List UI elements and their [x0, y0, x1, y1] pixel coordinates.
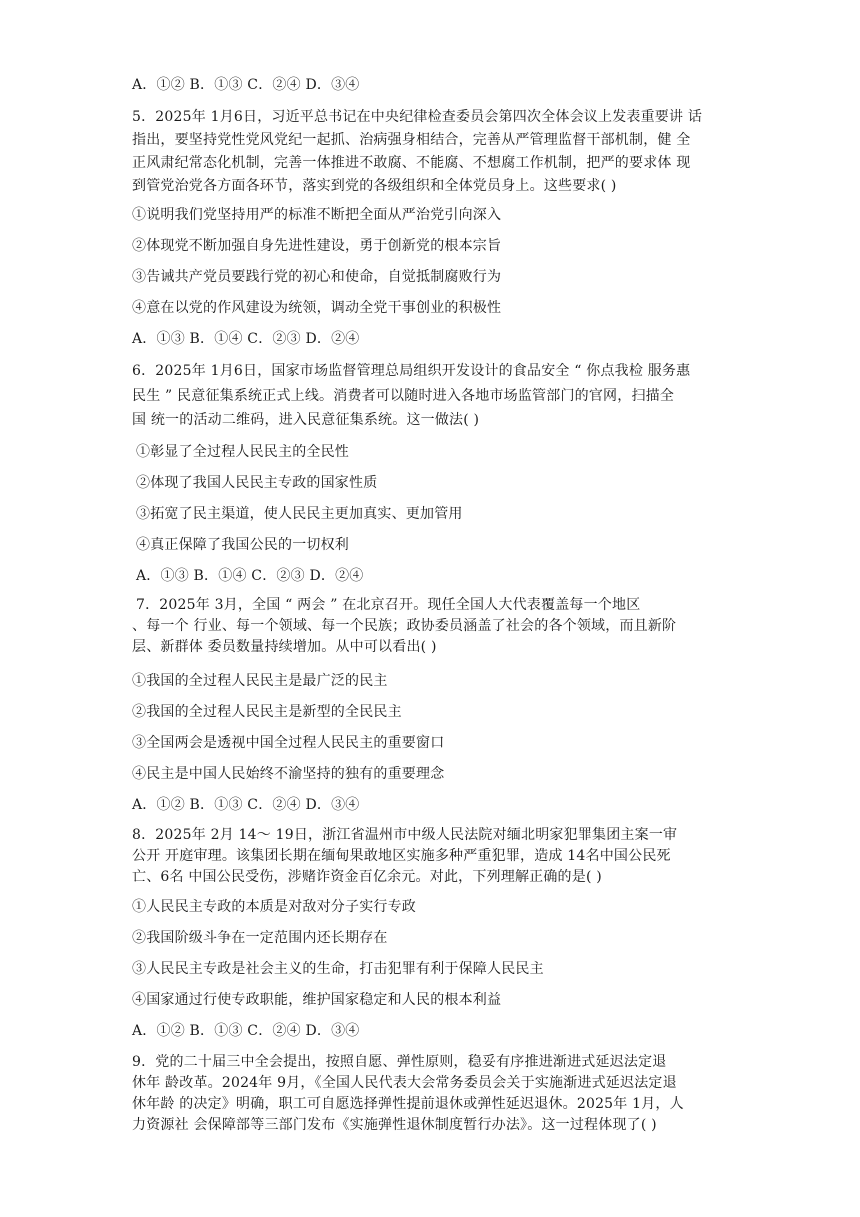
q7-stem-line: 、每一个 行业、每一个领域、每一个民族；政协委员涵盖了社会的各个领域，而且新阶 [132, 618, 677, 634]
q6-option-3: ③拓宽了民主渠道，使人民民主更加真实、更加管用 [136, 506, 463, 522]
q9-stem-line: 9．党的二十届三中全会提出，按照自愿、弹性原则，稳妥有序推进渐进式延迟法定退 [132, 1054, 667, 1070]
q6-stem-line: 6．2025年 1月6日，国家市场监督管理总局组织开发设计的食品安全 “ 你点我检 服务惠 [132, 363, 691, 379]
q9-stem-line: 休年龄 的决定》明确，职工可自愿选择弹性提前退休或弹性延迟退休。2025年 1月，人 [132, 1096, 684, 1112]
q8-option-4: ④国家通过行使专政职能，维护国家稳定和人民的根本利益 [132, 992, 502, 1008]
q5-stem-line: 指出，要坚持党性党风党纪一起抓、治病强身相结合，完善从严管理监督干部机制，健 全 [132, 132, 691, 148]
q7-answer-choices: A．①② B．①③ C．②④ D．③④ [132, 797, 360, 813]
q9-stem-line: 力资源社 会保障部等三部门发布《实施弹性退休制度暂行办法》。这一过程体现了( ) [132, 1117, 657, 1133]
q5-stem-line: 5．2025年 1月6日，习近平总书记在中央纪律检查委员会第四次全体会议上发表重要讲 话 [132, 109, 703, 125]
q7-stem-line: 层、新群体 委员数量持续增加。从中可以看出( ) [132, 639, 437, 655]
q8-option-2: ②我国阶级斗争在一定范围内还长期存在 [132, 930, 388, 946]
q5-option-1: ①说明我们党坚持用严的标准不断把全面从严治党引向深入 [132, 207, 502, 223]
q7-option-1: ①我国的全过程人民民主是最广泛的民主 [132, 673, 388, 689]
q6-option-1: ①彰显了全过程人民民主的全民性 [136, 444, 349, 460]
q8-answer-choices: A．①② B．①③ C．②④ D．③④ [132, 1023, 360, 1039]
q7-option-3: ③全国两会是透视中国全过程人民民主的重要窗口 [132, 735, 445, 751]
q8-stem-line: 8．2025年 2月 14～ 19日，浙江省温州市中级人民法院对缅北明家犯罪集团主案一审 [132, 827, 678, 843]
q6-option-2: ②体现了我国人民民主专政的国家性质 [136, 475, 378, 491]
q6-answer-choices: A．①③ B．①④ C．②③ D．②④ [136, 568, 364, 584]
q5-option-2: ②体现党不断加强自身先进性建设，勇于创新党的根本宗旨 [132, 238, 502, 254]
q7-stem-line: 7．2025年 3月，全国 “ 两会 ” 在北京召开。现任全国人大代表覆盖每一个地区 [136, 597, 641, 613]
q5-stem-line: 正风肃纪常态化机制，完善一体推进不敢腐、不能腐、不想腐工作机制，把严的要求体 现 [132, 155, 691, 171]
q8-stem-line: 公开 开庭审理。该集团长期在缅甸果敢地区实施多种严重犯罪，造成 14名中国公民死 [132, 848, 671, 864]
q5-option-3: ③告诫共产党员要践行党的初心和使命，自觉抵制腐败行为 [132, 269, 502, 285]
q5-answer-choices: A．①③ B．①④ C．②③ D．②④ [132, 331, 360, 347]
q8-stem-line: 亡、6名 中国公民受伤，涉赌诈资金百亿余元。对此，下列理解正确的是( ) [132, 869, 602, 885]
q6-stem-line: 国 统一的活动二维码，进入民意征集系统。这一做法( ) [132, 412, 480, 428]
q8-option-1: ①人民民主专政的本质是对敌对分子实行专政 [132, 899, 416, 915]
q6-option-4: ④真正保障了我国公民的一切权利 [136, 537, 349, 553]
q6-stem-line: 民生 ” 民意征集系统正式上线。消费者可以随时进入各地市场监管部门的官网，扫描全 [132, 388, 675, 404]
q5-stem-line: 到管党治党各方面各环节，落实到党的各级组织和全体党员身上。这些要求( ) [132, 178, 617, 194]
q9-stem-line: 休年 龄改革。2024年 9月，《全国人民代表大会常务委员会关于实施渐进式延迟法定退 [132, 1075, 677, 1091]
q8-option-3: ③人民民主专政是社会主义的生命，打击犯罪有利于保障人民民主 [132, 961, 544, 977]
q5-option-4: ④意在以党的作风建设为统领，调动全党干事创业的积极性 [132, 300, 502, 316]
q4-answer-choices: A．①② B．①③ C．②④ D．③④ [132, 77, 360, 93]
q7-option-2: ②我国的全过程人民民主是新型的全民民主 [132, 704, 402, 720]
q7-option-4: ④民主是中国人民始终不渝坚持的独有的重要理念 [132, 766, 445, 782]
